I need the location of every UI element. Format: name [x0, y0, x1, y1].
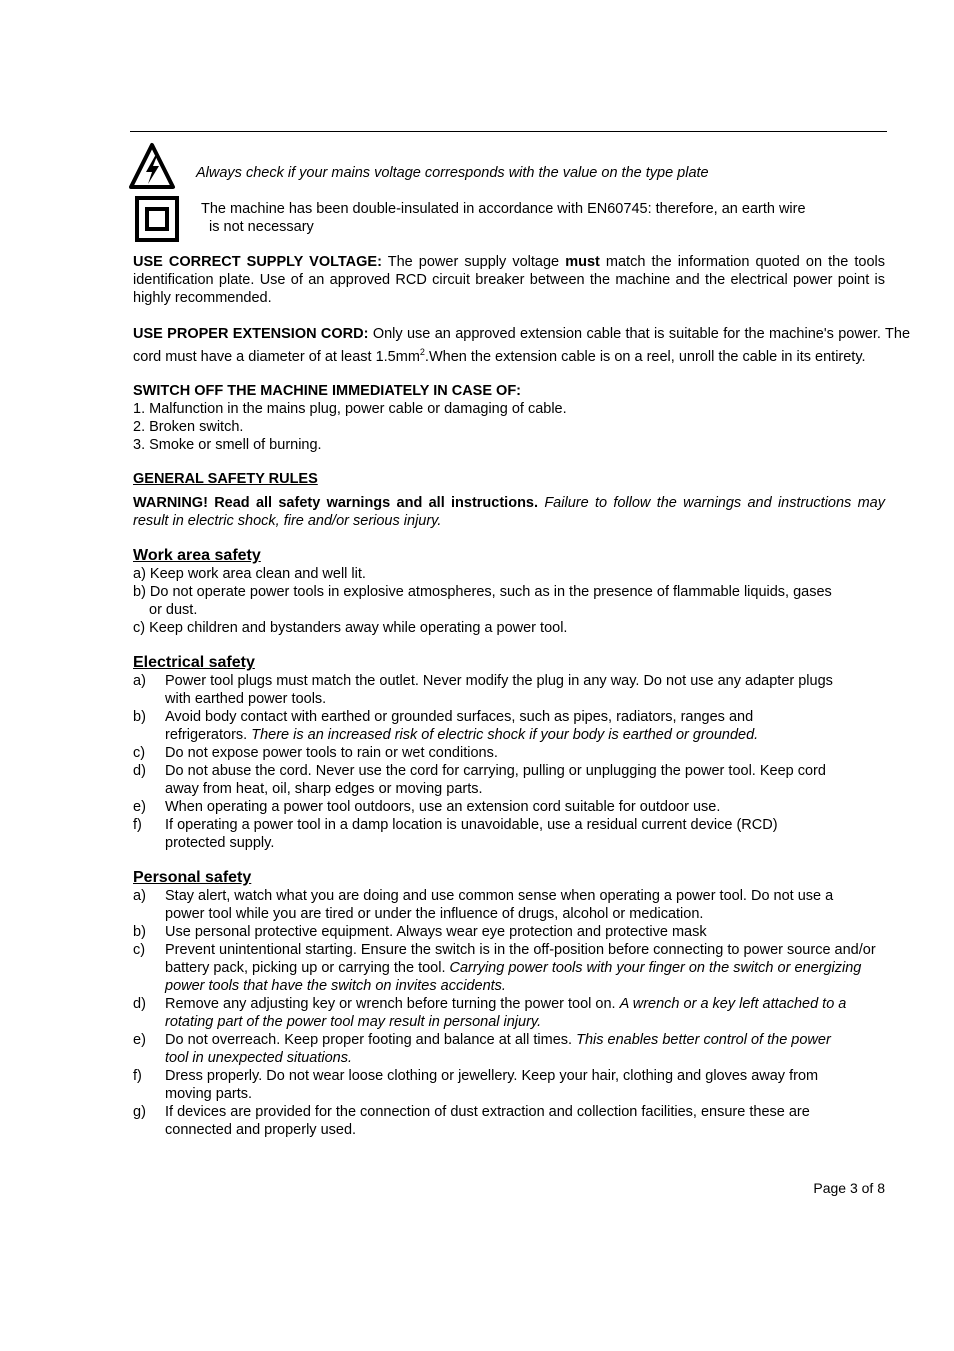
list-item: b) Do not operate power tools in explosive atmospheres, such as in the presence of flammable liquids, gases — [133, 583, 832, 600]
list-item: e) When operating a power tool outdoors, use an extension cord suitable for outdoor use. — [133, 798, 721, 815]
list-item: c) Keep children and bystanders away while operating a power tool. — [133, 619, 568, 636]
supply-heading: USE CORRECT SUPPLY VOLTAGE: — [133, 254, 382, 270]
insulation-note-line2: is not necessary — [209, 219, 314, 235]
double-insulation-icon — [135, 196, 179, 242]
document-body — [133, 253, 910, 1139]
personal-safety-list — [133, 887, 910, 1139]
extension-heading: USE PROPER EXTENSION CORD: — [133, 326, 369, 342]
work-area-list — [133, 565, 910, 637]
switch-off-heading: SWITCH OFF THE MACHINE IMMEDIATELY IN CASE OF: — [133, 382, 522, 399]
list-item: c) Prevent unintentional starting. Ensure the switch is in the off-position before connecting to power source and/or battery pack, picking up or carrying the tool. Carrying power tools with your finger on the switch or energizing power tools that have the switch on invites accidents. — [133, 941, 876, 994]
supply-voltage-paragraph: USE CORRECT SUPPLY VOLTAGE: The power supply voltage must match the information quoted on the tools identification plate. Use of an approved RCD circuit breaker between the machine and the electrical power point is highly recommended. — [133, 254, 885, 306]
extension-cord-paragraph: USE PROPER EXTENSION CORD: Only use an approved extension cable that is suitable for the machine's power. The cord must have a diameter of at least $1.5mm^2.When$ the extension cable is on a reel, unroll the cable in its entirety. — [133, 326, 911, 365]
list-item: a) Stay alert, watch what you are doing and use common sense when operating a power tool. Do not use a power tool while you are tired or under the influence of drugs, alcohol or medication. — [133, 887, 834, 922]
must-emphasis: must — [565, 254, 600, 270]
switch-off-item-3: 3. Smoke or smell of burning. — [133, 436, 322, 453]
list-item: g) If devices are provided for the connection of dust extraction and collection facilities, ensure these are connected and properly used. — [133, 1103, 810, 1138]
list-item: c) Do not expose power tools to rain or wet conditions. — [133, 744, 498, 761]
list-item: b) Use personal protective equipment. Always wear eye protection and protective mask — [133, 923, 707, 940]
switch-off-item-1: 1. Malfunction in the mains plug, power cable or damaging of cable. — [133, 400, 567, 417]
list-item: e) Do not overreach. Keep proper footing and balance at all times. This enables better control of the power tool in unexpected situations. — [133, 1031, 831, 1066]
page-number: Page 3 of 8 — [813, 1180, 885, 1196]
high-voltage-warning-icon — [128, 142, 176, 190]
list-item: d) Do not abuse the cord. Never use the cord for carrying, pulling or unplugging the power tool. Keep cord away from heat, oil, sharp edges or moving parts. — [133, 762, 826, 797]
electrical-safety-list — [133, 672, 910, 852]
switch-off-item-2: 2. Broken switch. — [133, 418, 244, 435]
list-item: f) Dress properly. Do not wear loose clothing or jewellery. Keep your hair, clothing and gloves away from moving parts. — [133, 1067, 819, 1102]
electrical-safety-title: Electrical safety — [133, 653, 255, 671]
voltage-note: Always check if your mains voltage corresponds with the value on the type plate — [196, 165, 709, 181]
list-item: b) Avoid body contact with earthed or grounded surfaces, such as pipes, radiators, ranges and refrigerators. There is an increased risk of electric shock if your body is earthed or grounded. — [133, 708, 759, 743]
list-item: a) Keep work area clean and well lit. — [133, 565, 366, 582]
insulation-note-line1: The machine has been double-insulated in accordance with EN60745: therefore, an earth wire — [201, 201, 806, 217]
general-warning: WARNING! Read all safety warnings and all instructions. Failure to follow the warnings and instructions may result in electric shock, fire and/or serious injury. — [133, 494, 885, 529]
list-item: d) Remove any adjusting key or wrench before turning the power tool on. A wrench or a key left attached to a rotating part of the power tool may result in personal injury. — [133, 995, 847, 1030]
header-rule — [130, 131, 887, 132]
personal-safety-title: Personal safety — [133, 868, 252, 886]
list-item: f) If operating a power tool in a damp location is unavoidable, use a residual current device (RCD) protected supply. — [133, 816, 778, 851]
general-safety-heading: GENERAL SAFETY RULES — [133, 470, 318, 487]
list-item-continuation: or dust. — [149, 601, 198, 618]
work-area-title: Work area safety — [133, 546, 261, 564]
list-item: a) Power tool plugs must match the outlet. Never modify the plug in any way. Do not use any adapter plugs with earthed power tools. — [133, 672, 833, 707]
